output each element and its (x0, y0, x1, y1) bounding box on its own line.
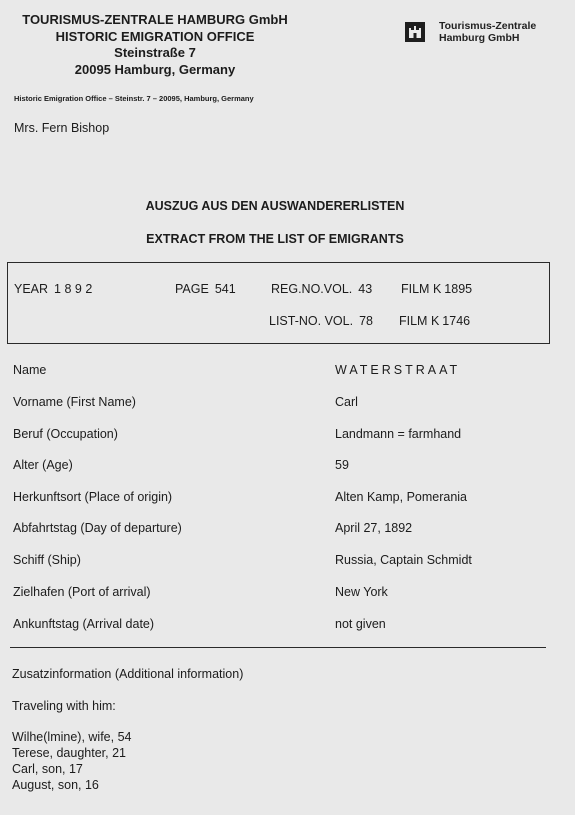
companion-item: August, son, 16 (12, 778, 99, 792)
year-field (14, 282, 92, 296)
reg-no-label: REG.NO.VOL. (271, 282, 353, 296)
logo-wordmark (439, 21, 536, 44)
letterhead (10, 12, 300, 78)
title-german: AUSZUG AUS DEN AUSWANDERERLISTEN (145, 199, 405, 213)
film-label-1: FILM K (401, 282, 442, 296)
record-row-occupation (13, 427, 543, 443)
record-row-name (13, 363, 543, 379)
film-field-1 (401, 282, 472, 296)
film-value-1: 1895 (444, 282, 473, 296)
record-value: Alten Kamp, Pomerania (335, 490, 468, 504)
record-row-departure (13, 521, 543, 537)
logo-line-2: Hamburg GmbH (439, 31, 520, 44)
sender-address-line: Historic Emigration Office – Steinstr. 7 – 20095, Hamburg, Germany (14, 94, 254, 103)
page-field (175, 282, 236, 296)
companion-item: Terese, daughter, 21 (12, 746, 126, 760)
record-value: April 27, 1892 (335, 521, 413, 535)
year-label: YEAR (14, 282, 49, 296)
reg-no-value: 43 (358, 282, 373, 296)
company-logo (405, 21, 536, 44)
record-label: Name (13, 363, 47, 377)
record-row-age (13, 458, 543, 474)
traveling-with-label: Traveling with him: (12, 699, 116, 713)
city-address: 20095 Hamburg, Germany (74, 61, 236, 77)
record-label: Abfahrtstag (Day of departure) (13, 521, 182, 535)
companion-item: Wilhe(lmine), wife, 54 (12, 730, 132, 744)
list-no-value: 78 (359, 314, 373, 328)
additional-info-heading: Zusatzinformation (Additional information) (12, 667, 244, 681)
record-label: Schiff (Ship) (13, 553, 81, 567)
hamburg-castle-icon (405, 22, 425, 42)
record-row-place-of-origin (13, 490, 543, 506)
section-divider (10, 647, 546, 648)
record-value: New York (335, 585, 388, 599)
record-label: Ankunftstag (Arrival date) (13, 617, 155, 631)
list-no-label: LIST-NO. VOL. (269, 314, 354, 328)
film-value-2: 1746 (442, 314, 471, 328)
record-value: Russia, Captain Schmidt (335, 553, 472, 567)
record-value: not given (335, 617, 386, 631)
page-value: 541 (214, 282, 236, 296)
year-value: 1 8 9 2 (54, 282, 93, 296)
companion-item: Carl, son, 17 (12, 762, 83, 776)
record-row-arrival-date (13, 617, 543, 633)
record-label: Vorname (First Name) (13, 395, 136, 409)
title-english: EXTRACT FROM THE LIST OF EMIGRANTS (146, 232, 404, 246)
record-row-first-name (13, 395, 543, 411)
list-no-field (269, 314, 373, 328)
film-label-2: FILM K (399, 314, 440, 328)
record-row-ship (13, 553, 543, 569)
logo-line-1: Tourismus-Zentrale (439, 20, 537, 32)
record-value: Landmann = farmhand (335, 427, 462, 441)
street-address: Steinstraße 7 (114, 45, 196, 60)
office-name: HISTORIC EMIGRATION OFFICE (55, 28, 255, 44)
record-label: Herkunftsort (Place of origin) (13, 490, 173, 504)
company-name: TOURISMUS-ZENTRALE HAMBURG GmbH (22, 12, 288, 27)
record-row-port-of-arrival (13, 585, 543, 601)
record-label: Zielhafen (Port of arrival) (13, 585, 151, 599)
page-label: PAGE (175, 282, 209, 296)
record-label: Beruf (Occupation) (13, 427, 118, 441)
reg-no-field (271, 282, 372, 296)
record-label: Alter (Age) (13, 458, 73, 472)
film-field-2 (399, 314, 470, 328)
recipient-name: Mrs. Fern Bishop (14, 121, 110, 135)
record-value: WATERSTRAAT (335, 363, 461, 377)
record-value: Carl (335, 395, 358, 409)
record-value: 59 (335, 458, 349, 472)
reference-box (7, 262, 550, 344)
